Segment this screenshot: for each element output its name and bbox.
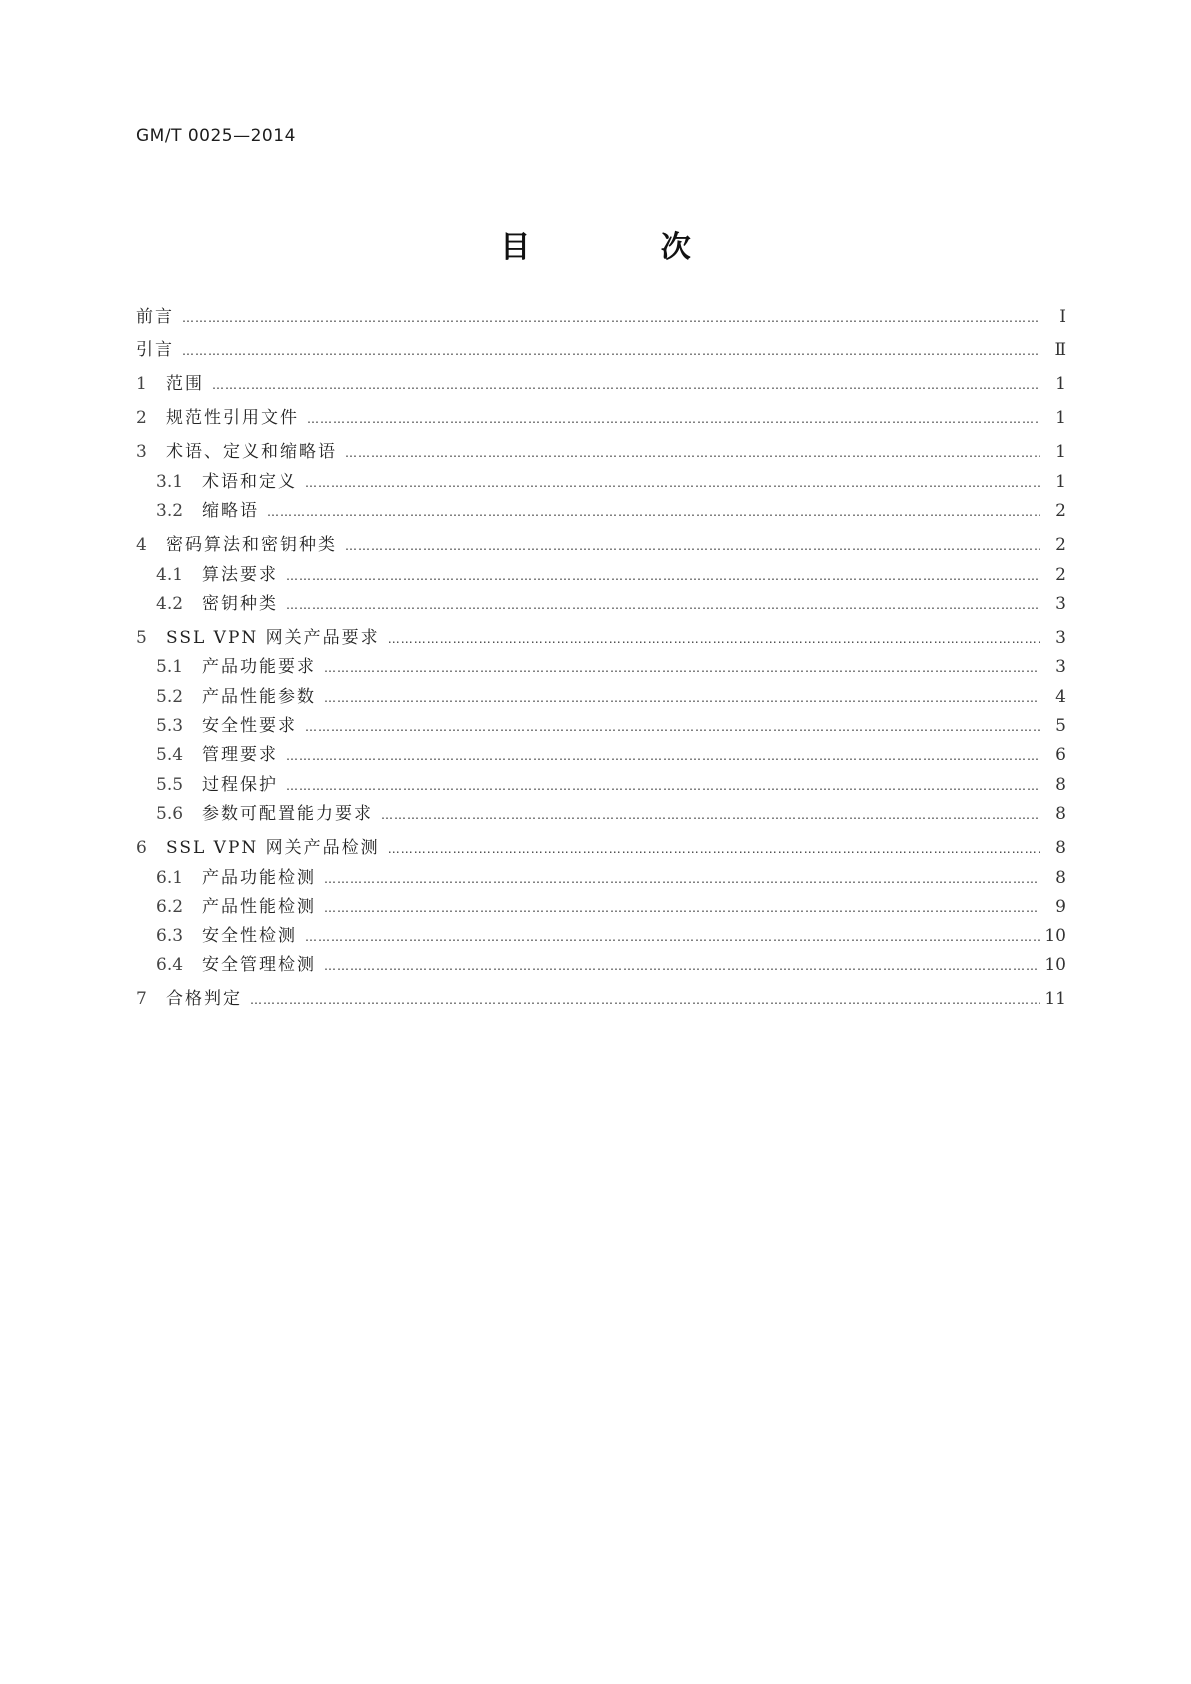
page-title: 目 次 (500, 230, 751, 265)
toc-entry-page: 8 (1055, 804, 1066, 824)
toc-entry[interactable] (136, 867, 1066, 890)
toc-dot-leader (345, 442, 1040, 464)
toc-entry-title: 术语、定义和缩略语 (166, 442, 337, 462)
toc-entry-page: 2 (1055, 501, 1066, 521)
toc-entry-title: 引言 (136, 340, 174, 360)
toc-entry-page: 10 (1044, 955, 1066, 975)
toc-entry-number: 4.1 (156, 565, 184, 585)
toc-entry-page: 3 (1055, 628, 1066, 648)
toc-entry-title: 安全性检测 (202, 926, 297, 946)
toc-entry-title: 产品性能参数 (202, 687, 316, 707)
toc-entry[interactable] (136, 534, 1066, 557)
toc-entry[interactable] (136, 656, 1066, 679)
toc-entry-title: 产品功能要求 (202, 657, 316, 677)
toc-entry[interactable] (136, 564, 1066, 587)
toc-entry-number: 3.2 (156, 501, 184, 521)
toc-entry-title: 前言 (136, 307, 174, 327)
toc-entry-title: 算法要求 (202, 565, 278, 585)
toc-dot-leader (305, 472, 1040, 494)
toc-entry-title: 管理要求 (202, 745, 278, 765)
toc-entry-number: 6.4 (156, 955, 184, 975)
toc-entry-page: Ⅰ (1059, 307, 1066, 327)
toc-entry-page: 5 (1055, 716, 1066, 736)
toc-entry-page: 6 (1055, 745, 1066, 765)
toc-entry[interactable] (136, 593, 1066, 616)
toc-entry[interactable] (136, 686, 1066, 709)
toc-entry-number: 5 (136, 628, 147, 648)
toc-entry-title: SSL VPN 网关产品要求 (166, 628, 380, 648)
document-code: GM/T 0025—2014 (136, 126, 296, 146)
toc-entry-number: 6.2 (156, 897, 184, 917)
toc-entry-title: 产品功能检测 (202, 868, 316, 888)
toc-dot-leader (345, 535, 1040, 557)
toc-entry[interactable] (136, 407, 1066, 430)
toc-dot-leader (324, 897, 1040, 919)
toc-entry-page: 8 (1055, 775, 1066, 795)
toc-entry[interactable] (136, 896, 1066, 919)
toc-entry[interactable] (136, 339, 1066, 362)
toc-entry-page: 10 (1044, 926, 1066, 946)
toc-entry-title: 合格判定 (166, 989, 242, 1009)
toc-entry-page: 3 (1055, 657, 1066, 677)
toc-entry-number: 3 (136, 442, 147, 462)
toc-dot-leader (286, 565, 1040, 587)
toc-dot-leader (250, 989, 1040, 1011)
toc-entry-number: 5.4 (156, 745, 184, 765)
toc-entry[interactable] (136, 373, 1066, 396)
toc-entry-title: 密码算法和密钥种类 (166, 535, 337, 555)
toc-entry-page: 2 (1055, 535, 1066, 555)
toc-entry-page: 1 (1055, 374, 1066, 394)
toc-entry-number: 6 (136, 838, 147, 858)
toc-dot-leader (267, 501, 1040, 523)
toc-entry-number: 5.5 (156, 775, 184, 795)
toc-entry-number: 6.1 (156, 868, 184, 888)
toc-entry-number: 6.3 (156, 926, 184, 946)
toc-dot-leader (324, 687, 1040, 709)
toc-entry-page: 8 (1055, 868, 1066, 888)
toc-entry[interactable] (136, 500, 1066, 523)
toc-entry[interactable] (136, 803, 1066, 826)
toc-entry-title: SSL VPN 网关产品检测 (166, 838, 380, 858)
toc-entry[interactable] (136, 954, 1066, 977)
toc-dot-leader (305, 716, 1040, 738)
toc-entry[interactable] (136, 306, 1066, 329)
toc-entry[interactable] (136, 441, 1066, 464)
toc-entry-page: 9 (1055, 897, 1066, 917)
toc-dot-leader (305, 926, 1040, 948)
toc-dot-leader (182, 307, 1040, 329)
toc-entry-number: 5.2 (156, 687, 184, 707)
toc-entry-title: 密钥种类 (202, 594, 278, 614)
toc-dot-leader (182, 340, 1040, 362)
toc-entry-title: 安全性要求 (202, 716, 297, 736)
toc-entry-title: 参数可配置能力要求 (202, 804, 373, 824)
toc-entry[interactable] (136, 988, 1066, 1011)
toc-entry-title: 范围 (166, 374, 204, 394)
toc-dot-leader (388, 628, 1040, 650)
toc-entry-number: 5.6 (156, 804, 184, 824)
toc-entry-page: 1 (1055, 442, 1066, 462)
toc-entry-number: 4.2 (156, 594, 184, 614)
toc-entry-page: 1 (1055, 408, 1066, 428)
toc-entry[interactable] (136, 744, 1066, 767)
toc-dot-leader (286, 745, 1040, 767)
toc-dot-leader (286, 775, 1040, 797)
toc-entry-number: 2 (136, 408, 147, 428)
toc-dot-leader (212, 374, 1040, 396)
toc-dot-leader (324, 657, 1040, 679)
toc-entry-number: 5.1 (156, 657, 184, 677)
toc-entry[interactable] (136, 627, 1066, 650)
toc-entry-page: 4 (1055, 687, 1066, 707)
toc-dot-leader (381, 804, 1040, 826)
toc-entry-number: 7 (136, 989, 147, 1009)
toc-entry-title: 过程保护 (202, 775, 278, 795)
toc-entry[interactable] (136, 715, 1066, 738)
toc-entry-number: 1 (136, 374, 147, 394)
toc-entry-page: 11 (1044, 989, 1066, 1009)
toc-entry-title: 术语和定义 (202, 472, 297, 492)
toc-dot-leader (324, 868, 1040, 890)
toc-entry-page: 8 (1055, 838, 1066, 858)
toc-entry-title: 产品性能检测 (202, 897, 316, 917)
toc-entry-page: Ⅱ (1054, 340, 1066, 360)
toc-entry-title: 缩略语 (202, 501, 259, 521)
toc-dot-leader (388, 838, 1040, 860)
toc-entry[interactable] (136, 837, 1066, 860)
toc-entry-page: 2 (1055, 565, 1066, 585)
toc-entry-number: 3.1 (156, 472, 184, 492)
toc-entry[interactable] (136, 925, 1066, 948)
toc-entry-number: 5.3 (156, 716, 184, 736)
toc-dot-leader (324, 955, 1040, 977)
toc-entry-number: 4 (136, 535, 147, 555)
toc-entry-title: 安全管理检测 (202, 955, 316, 975)
toc-dot-leader (286, 594, 1040, 616)
toc-entry[interactable] (136, 774, 1066, 797)
toc-entry-page: 3 (1055, 594, 1066, 614)
toc-entry-title: 规范性引用文件 (166, 408, 299, 428)
toc-entry[interactable] (136, 471, 1066, 494)
toc-entry-page: 1 (1055, 472, 1066, 492)
toc-dot-leader (307, 408, 1040, 430)
